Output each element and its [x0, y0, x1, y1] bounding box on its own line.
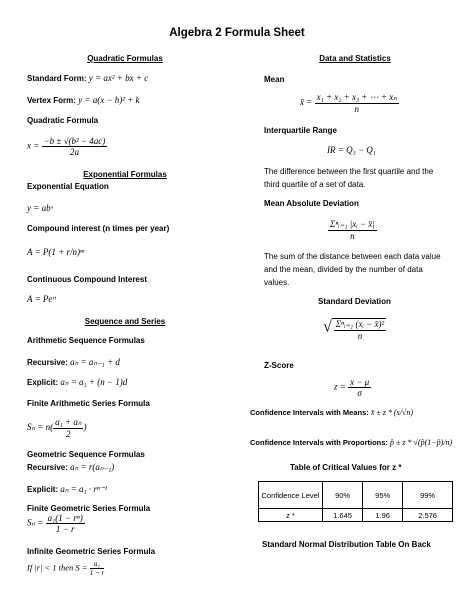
ci-props-label: Confidence Intervals with Proportions:: [250, 438, 388, 447]
mean-formula: [300, 92, 399, 114]
table-cell: z *: [259, 509, 323, 522]
sd-denominator: n: [357, 331, 363, 341]
finite-arith-numerator: a₁ + aₙ: [55, 417, 82, 427]
mad-label: Mean Absolute Deviation: [264, 199, 359, 208]
mean-label: Mean: [264, 75, 285, 84]
table-cell: 1.645: [322, 509, 362, 522]
arith-recursive-formula: aₙ = aₙ₋₁ + d: [70, 357, 120, 367]
quadratic-formula-label: Quadratic Formula: [27, 116, 99, 125]
standard-form-formula: y = ax² + bx + c: [88, 73, 149, 83]
geo-recursive-formula: aₙ = r(aₙ₋₁): [70, 462, 115, 472]
finite-geo-numerator: a₁(1 − rⁿ): [47, 513, 83, 523]
finite-geo-label: Finite Geometric Series Formula: [27, 504, 151, 513]
exponential-equation-formula: y = abˣ: [27, 203, 54, 213]
normal-table-note: Standard Normal Distribution Table On Back: [262, 540, 431, 549]
sequence-heading: Sequence and Series: [84, 317, 166, 326]
vertex-form-formula: y = a(x − h)² + k: [78, 95, 140, 105]
finite-geo-denominator: 1 − r: [55, 524, 75, 534]
finite-arith-lhs: Sₙ = n(: [27, 422, 54, 433]
sd-formula: √ $\frac{\text{Σⁿᵢ₌₁ (xᵢ − x̄)²}}{n}$: [323, 318, 385, 341]
finite-arith-label: Finite Arithmetic Series Formula: [27, 399, 150, 408]
arith-recursive: [27, 357, 120, 368]
infinite-geo-denominator: 1 − r: [89, 569, 105, 577]
infinite-geo-formula: [27, 560, 104, 577]
standard-form-label: Standard Form:: [27, 74, 87, 83]
z-numerator: x − μ: [350, 377, 370, 387]
arith-explicit: [27, 377, 127, 388]
geo-explicit: [27, 484, 107, 495]
finite-arith-rhs: ): [83, 422, 87, 433]
exponential-equation-label: Exponential Equation: [27, 182, 109, 191]
z-score-formula: [334, 377, 371, 398]
vertex-form-label: Vertex Form:: [27, 96, 76, 105]
qf-numerator: −b ± √(b² − 4ac): [43, 136, 106, 146]
arith-recursive-label: Recursive:: [27, 358, 68, 367]
continuous-compound-label: Continuous Compound Interest: [27, 275, 147, 284]
ci-props-formula: p̂ ± z * √(p̂(1−p̂)/n): [390, 438, 453, 447]
standard-form: [27, 73, 148, 83]
infinite-geo-numerator: a₁: [90, 560, 104, 569]
geometric-sequence-label: Geometric Sequence Formulas: [27, 450, 145, 459]
table-header-cell: 99%: [403, 482, 453, 509]
geo-explicit-formula: aₙ = a₁ · rⁿ⁻¹: [60, 484, 108, 494]
geo-recursive-label: Recursive:: [27, 463, 68, 472]
z-score-label: Z-Score: [264, 361, 294, 370]
finite-geo-lhs: Sₙ =: [27, 517, 44, 528]
arith-explicit-label: Explicit:: [27, 378, 59, 387]
mad-formula: [328, 219, 377, 241]
geo-explicit-label: Explicit:: [27, 485, 59, 494]
critical-values-title: Table of Critical Values for z *: [290, 463, 402, 472]
table-header-cell: 95%: [363, 482, 403, 509]
table-cell: 1.96: [363, 509, 403, 522]
mean-denominator: n: [354, 104, 359, 114]
page-title: Algebra 2 Formula Sheet: [169, 27, 305, 39]
sd-label: Standard Deviation: [318, 297, 391, 306]
finite-arith-formula: [27, 417, 86, 439]
ci-means: [250, 408, 413, 417]
iqr-formula: IR = Q₃ − Q₁: [327, 145, 376, 155]
quadratic-formula: [27, 136, 107, 157]
geo-recursive: [27, 462, 114, 473]
z-lhs: z =: [334, 381, 346, 392]
finite-geo-formula: [27, 513, 85, 534]
ci-proportions: [250, 438, 452, 447]
qf-denominator: 2a: [69, 147, 79, 157]
table-row: [259, 509, 453, 522]
compound-interest-formula: A = P(1 + r/n)ⁿᵗ: [27, 247, 85, 257]
table-cell: 2.576: [403, 509, 453, 522]
statistics-heading: Data and Statistics: [319, 54, 391, 63]
ci-means-formula: x̄ ± z * (s/√n): [370, 408, 413, 417]
iqr-label: Interquartile Range: [264, 126, 337, 135]
mean-lhs: x̄ =: [300, 97, 313, 108]
compound-interest-label: Compound interest (n times per year): [27, 224, 170, 233]
sd-numerator: Σⁿᵢ₌₁ (xᵢ − x̄)²: [335, 319, 385, 329]
mad-numerator: Σⁿᵢ₌₁ |xᵢ − x̄|: [330, 219, 375, 229]
continuous-compound-formula: A = Peʳᵗ: [27, 294, 56, 304]
table-header-cell: Confidence Level: [259, 482, 323, 509]
table-row: [259, 482, 453, 509]
z-denominator: σ: [357, 388, 362, 398]
quadratic-heading: Quadratic Formulas: [87, 54, 163, 63]
critical-values-table: [258, 481, 453, 522]
infinite-geo-label: Infinite Geometric Series Formula: [27, 547, 156, 556]
infinite-geo-text: If |r| < 1 then S =: [27, 562, 88, 573]
mean-numerator: x₁ + x₂ + x₃ + ⋯ + xₙ: [316, 92, 397, 102]
vertex-form: [27, 95, 140, 105]
ci-means-label: Confidence Intervals with Means:: [250, 408, 369, 417]
finite-arith-denominator: 2: [66, 429, 71, 439]
mad-description: The sum of the distance between each data value and the mean, divided by the number of data values.: [264, 252, 441, 287]
arith-explicit-formula: aₙ = a₁ + (n − 1)d: [60, 377, 128, 387]
mad-denominator: n: [350, 231, 355, 241]
arithmetic-sequence-label: Arithmetic Sequence Formulas: [27, 336, 145, 345]
iqr-description: The difference between the first quartile and the third quartile of a set of data.: [264, 167, 434, 189]
exponential-heading: Exponential Formulas: [83, 170, 167, 179]
qf-lhs: x =: [27, 140, 40, 151]
table-header-cell: 90%: [322, 482, 362, 509]
